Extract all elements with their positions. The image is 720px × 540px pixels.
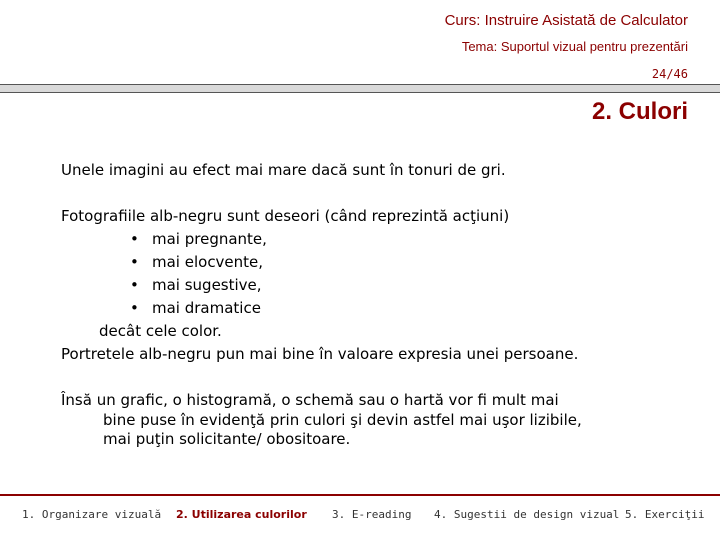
text-line-than-color: decât cele color.: [99, 322, 222, 340]
text-line-portraits: Portretele alb-negru pun mai bine în valoare expresia unei persoane.: [61, 345, 579, 363]
bullet-icon: •: [130, 276, 139, 294]
bullet-label: mai pregnante,: [152, 230, 267, 248]
header-divider: [0, 84, 720, 93]
bullet-item: [130, 299, 261, 317]
course-title: Curs: Instruire Asistată de Calculator: [444, 12, 688, 29]
bullet-item: [130, 276, 262, 294]
paragraph-line-2: bine puse în evidenţă prin culori şi devin astfel mai uşor lizibile,: [103, 411, 582, 429]
bullet-icon: •: [130, 299, 139, 317]
footer-divider: [0, 494, 720, 496]
bullet-icon: •: [130, 230, 139, 248]
nav-item-design-suggestions[interactable]: 4. Sugestii de design vizual: [434, 508, 620, 521]
topic-title: Tema: Suportul vizual pentru prezentări: [461, 39, 688, 54]
paragraph-line-1: Însă un grafic, o histogramă, o schemă sau o hartă vor fi mult mai: [61, 391, 559, 409]
paragraph-line-3: mai puţin solicitante/ obositoare.: [103, 430, 351, 448]
bullet-item: [130, 253, 263, 271]
text-line-grayscale: Unele imagini au efect mai mare dacă sunt în tonuri de gri.: [61, 161, 506, 179]
bullet-label: mai sugestive,: [152, 276, 262, 294]
bullet-label: mai dramatice: [152, 299, 261, 317]
text-line-photos: Fotografiile alb-negru sunt deseori (când reprezintă acţiuni): [61, 207, 510, 225]
bullet-icon: •: [130, 253, 139, 271]
bullet-label: mai elocvente,: [152, 253, 264, 271]
nav-item-e-reading[interactable]: 3. E-reading: [332, 508, 412, 521]
nav-item-color-usage[interactable]: 2. Utilizarea culorilor: [176, 508, 307, 521]
slide-title: 2. Culori: [591, 98, 688, 125]
nav-item-visual-organization[interactable]: 1. Organizare vizuală: [22, 508, 162, 521]
nav-item-exercises[interactable]: 5. Exerciţii: [625, 508, 705, 521]
page-number: 24/46: [651, 67, 688, 81]
bullet-item: [130, 230, 267, 248]
